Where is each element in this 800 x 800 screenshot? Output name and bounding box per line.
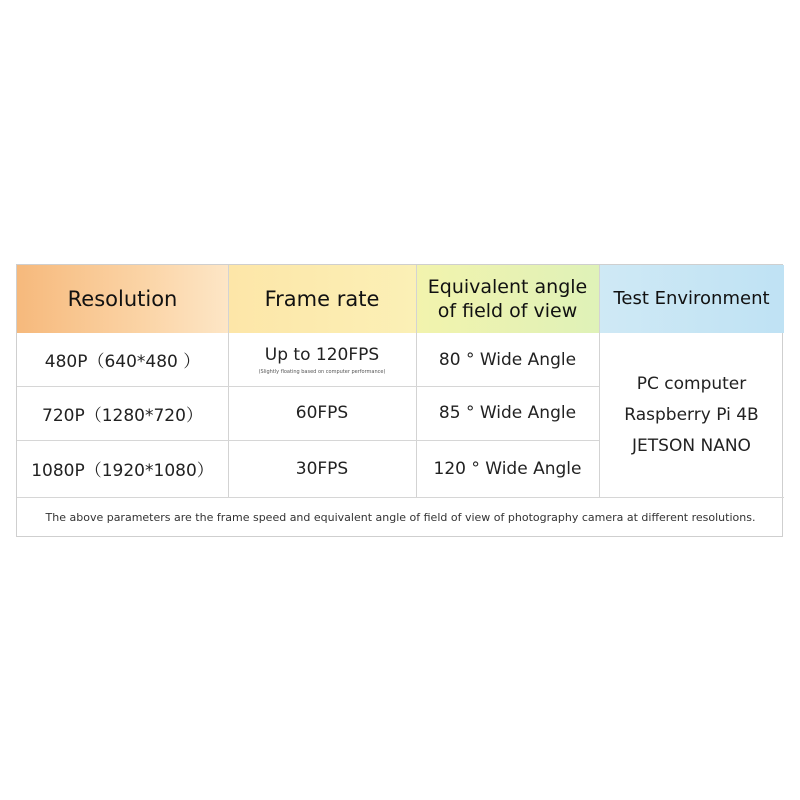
environment-jetson-nano: JETSON NANO — [632, 435, 751, 456]
frame-rate-value: 30FPS — [295, 458, 349, 479]
header-environment-label: Test Environment — [613, 288, 770, 309]
fov-value: 120 ° Wide Angle — [433, 458, 582, 479]
header-field-of-view — [416, 265, 599, 333]
test-environment-list — [599, 333, 784, 497]
fov-value: 85 ° Wide Angle — [438, 403, 577, 423]
fov-value: 80 ° Wide Angle — [438, 349, 577, 370]
header-frame-rate — [228, 265, 416, 333]
row-1080p-frame-rate — [228, 440, 416, 497]
header-fov-line2: of field of view — [437, 300, 578, 322]
frame-rate-note: (Slightly floating based on computer performance) — [258, 369, 386, 375]
frame-rate-value: Up to 120FPS — [264, 345, 380, 365]
header-resolution — [17, 265, 228, 333]
header-fov-line1: Equivalent angle — [427, 276, 588, 298]
row-1080p-resolution — [17, 440, 228, 497]
row-720p-frame-rate — [228, 386, 416, 440]
resolution-value: 1080P（1920*1080） — [31, 461, 214, 481]
resolution-value: 480P（640*480 ） — [44, 352, 201, 372]
header-test-environment — [599, 265, 784, 333]
row-480p-resolution — [17, 333, 228, 386]
header-frame-rate-label: Frame rate — [264, 287, 380, 311]
row-720p-fov — [416, 386, 599, 440]
footnote-text: The above parameters are the frame speed and equivalent angle of field of view of photography camera at different resolutions. — [45, 510, 756, 524]
header-resolution-label: Resolution — [67, 287, 178, 311]
table-footnote — [17, 497, 784, 537]
row-480p-fov — [416, 333, 599, 386]
row-480p-frame-rate — [228, 333, 416, 386]
frame-rate-value: 60FPS — [295, 403, 349, 423]
resolution-value: 720P（1280*720） — [42, 405, 203, 426]
environment-pc: PC computer — [636, 373, 747, 394]
row-1080p-fov — [416, 440, 599, 497]
row-720p-resolution — [17, 386, 228, 440]
camera-spec-table — [16, 264, 783, 537]
environment-raspberry-pi: Raspberry Pi 4B — [624, 404, 759, 425]
